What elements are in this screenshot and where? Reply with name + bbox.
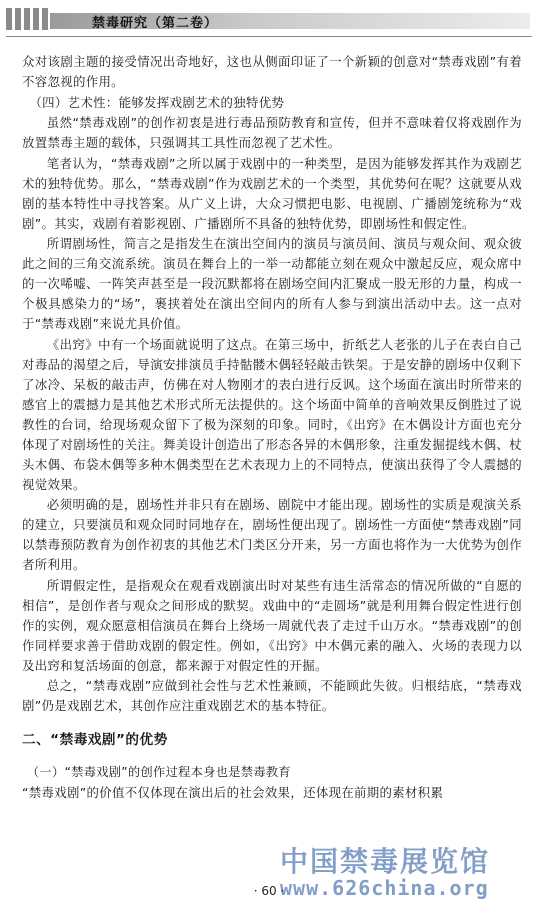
- paragraph: 所谓假定性，是指观众在观看戏剧演出时对某些有违生活常态的情况所做的“自愿的相信”，是创作者与观众之间形成的默契。戏曲中的“走圆场”就是利用舞台假定性进行创作的实例，观众愿意相信演员在舞台上绕场一周就代表了走过千山万水。“禁毒戏剧”的创作同样要求善于借助戏剧的假定性。例如，《出窍》中木偶元素的融入、火场的表现力以及出窍和复活场面的创意，都来源于对假定性的开掘。: [22, 577, 522, 673]
- header-rule: [6, 36, 532, 37]
- paragraph: 众对该剧主题的接受情况出奇地好，这也从侧面印证了一个新颖的创意对“禁毒戏剧”有着不容忽视的作用。: [22, 54, 522, 89]
- paragraph: 所谓剧场性，简言之是指发生在演出空间内的演员与演员间、演员与观众间、观众彼此之间的三角交流系统。演员在舞台上的一举一动都能立刻在观众中激起反应，观众席中的一次唏嘘、一阵笑声甚至是一段沉默都将在剧场空间内汇聚成一股无形的力量，构成一个极具感染力的“场”，裹挟着处在演出空间内的所有人参与到演出活动中去。这一点对于“禁毒戏剧”来说尤具价值。: [22, 236, 522, 331]
- paragraph: 必须明确的是，剧场性并非只有在剧场、剧院中才能出现。剧场性的实质是观演关系的建立，只要演员和观众同时同地存在，剧场性便出现了。剧场性一方面使“禁毒戏剧”同以禁毒预防教育为创作初衷的其他艺术门类区分开来，另一方面也将作为一大优势为创作者所利用。: [22, 497, 522, 572]
- paragraph: 总之，“禁毒戏剧”应做到社会性与艺术性兼顾，不能顾此失彼。归根结底，“禁毒戏剧”仍是戏剧艺术，其创作应注重戏剧艺术的基本特征。: [22, 678, 522, 713]
- page-body: [22, 52, 522, 803]
- header-stripe: [15, 8, 21, 30]
- running-header: [0, 0, 538, 38]
- header-stripe: [24, 8, 30, 30]
- header-stripe: [33, 8, 39, 30]
- subsection-heading: （四）艺术性：能够发挥戏剧艺术的独特优势: [29, 94, 285, 110]
- section-heading: 二、“禁毒戏剧”的优势: [22, 732, 168, 748]
- page-number: · 60 ·: [253, 884, 285, 898]
- watermark-url: www.626china.org: [280, 876, 489, 900]
- header-stripe: [6, 8, 12, 30]
- book-title: 禁毒研究（第二卷）: [92, 16, 219, 31]
- header-stripe: [42, 8, 48, 30]
- subsection-heading: （一）“禁毒戏剧”的创作过程本身也是禁毒教育: [26, 765, 291, 779]
- paragraph: 《出窍》中有一个场面就说明了这点。在第三场中，折纸艺人老张的儿子在表白自己对毒品的渴望之后，导演安排演员手持骷髅木偶轻轻敲击铁架。于是安静的剧场中仅剩下了冰冷、呆板的敲击声，仿佛在对人物刚才的表白进行反讽。这个场面在演出时所带来的感官上的震撼力是其他艺术形式所无法提供的。这个场面中简单的音响效果反倒胜过了说教性的台词，给现场观众留下了极为深刻的印象。同时，《出窍》在木偶设计方面也充分体现了对剧场性的关注。舞美设计创造出了形态各异的木偶形象，注重发掘提线木偶、杖头木偶、布袋木偶等多种木偶类型在艺术表现力上的不同特点，使演出获得了令人震撼的视觉效果。: [22, 336, 522, 492]
- paragraph: “禁毒戏剧”的价值不仅体现在演出后的社会效果，还体现在前期的素材积累: [22, 784, 444, 800]
- paragraph: 虽然“禁毒戏剧”的创作初衷是进行毒品预防教育和宣传，但并不意味着仅将戏剧作为放置禁毒主题的载体，只强调其工具性而忽视了艺术性。: [22, 115, 522, 150]
- paragraph: 笔者认为，“禁毒戏剧”之所以属于戏剧中的一种类型，是因为能够发挥其作为戏剧艺术的独特优势。那么，“禁毒戏剧”作为戏剧艺术的一个类型，其优势何在呢？这就要从戏剧的基本特性中寻找答案。从广义上讲，大众习惯把电影、电视剧、广播剧笼统称为“戏剧”。其实，戏剧有着影视剧、广播剧所不具备的独特优势，即剧场性和假定性。: [22, 155, 522, 231]
- watermark-title: 中国禁毒展览馆: [280, 845, 491, 878]
- header-stripes: [6, 8, 48, 30]
